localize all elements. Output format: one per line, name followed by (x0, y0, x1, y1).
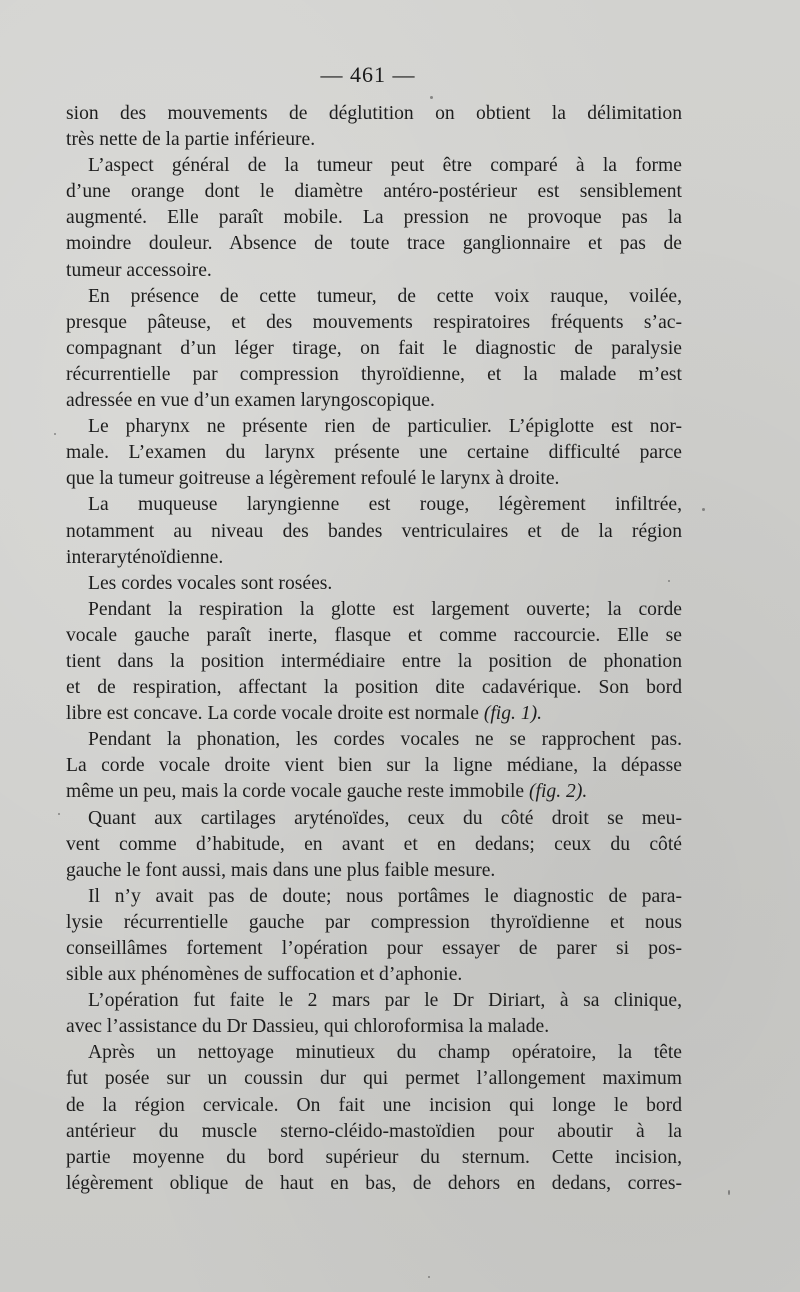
text-line: vent comme d’habitude, en avant et en dedans; ceux du côté (66, 833, 682, 855)
text-line: sion des mouvements de déglutition on obtient la délimitation (66, 103, 682, 124)
scan-speck (702, 508, 705, 511)
text-line: notamment au niveau des bandes ventriculaires et de la région (66, 520, 682, 542)
text-line: conseillâmes fortement l’opération pour essayer de parer si pos- (66, 938, 682, 959)
text-line: partie moyenne du bord supérieur du sternum. Cette incision, (66, 1146, 682, 1168)
paragraph (66, 571, 682, 597)
text-line: que la tumeur goitreuse a légèrement refoulé le larynx à droite. (66, 468, 560, 490)
scan-speck (428, 1276, 430, 1278)
figure-reference: (fig. 1). (483, 703, 543, 725)
text-line: et de respiration, affectant la position dite cadavérique. Son bord (66, 677, 682, 699)
text-line: augmenté. Elle paraît mobile. La pression ne provoque pas la (66, 207, 682, 229)
text-line: tient dans la position intermédiaire entre la position de phonation (66, 650, 682, 672)
text-line-content: libre est concave. La corde vocale droite est normale (66, 703, 479, 725)
text-line: vocale gauche paraît inerte, flasque et comme raccourcie. Elle se (66, 624, 682, 646)
text-line: antérieur du muscle sterno-cléido-mastoïdien pour aboutir à la (66, 1120, 682, 1142)
text-line (66, 701, 682, 727)
text-line: gauche le font aussi, mais dans une plus faible mesure. (66, 859, 496, 881)
body-text (66, 101, 682, 1197)
text-line: La corde vocale droite vient bien sur la ligne médiane, la dépasse (66, 755, 682, 777)
text-line: Pendant la phonation, les cordes vocales ne se rapprochent pas. (88, 729, 682, 751)
text-line: légèrement oblique de haut en bas, de dehors en dedans, corres- (66, 1172, 682, 1194)
text-line: adressée en vue d’un examen laryngoscopique. (66, 390, 435, 412)
text-line: d’une orange dont le diamètre antéro-postérieur est sensiblement (66, 181, 682, 203)
paragraph (66, 597, 682, 727)
text-line: moindre douleur. Absence de toute trace ganglionnaire et pas de (66, 233, 682, 255)
scan-speck (58, 813, 60, 815)
text-line: lysie récurrentielle gauche par compression thyroïdienne et nous (66, 911, 682, 933)
scan-speck (430, 96, 433, 99)
text-line: presque pâteuse, et des mouvements respiratoires fréquents s’ac- (66, 311, 682, 333)
text-line: Les cordes vocales sont rosées. (88, 572, 333, 594)
text-line: avec l’assistance du Dr Dassieu, qui chloroformisa la malade. (66, 1016, 550, 1038)
paragraph (66, 492, 682, 570)
paragraph (66, 414, 682, 492)
paragraph (66, 988, 682, 1040)
scan-speck (728, 1190, 730, 1195)
text-line: tumeur accessoire. (66, 259, 212, 281)
text-line: Pendant la respiration la glotte est largement ouverte; la corde (88, 598, 682, 620)
text-line: Quant aux cartilages aryténoïdes, ceux du côté droit se meu- (88, 807, 682, 829)
text-line: male. L’examen du larynx présente une certaine difficulté parce (66, 442, 682, 464)
figure-reference: (fig. 2). (529, 781, 588, 803)
text-line-content: même un peu, mais la corde vocale gauche reste immobile (66, 781, 525, 803)
paragraph (66, 153, 682, 283)
paragraph (66, 806, 682, 884)
paragraph (66, 101, 682, 153)
text-line: Il n’y avait pas de doute; nous portâmes le diagnostic de para- (88, 885, 682, 907)
paragraph (66, 884, 682, 988)
text-line: très nette de la partie inférieure. (66, 129, 316, 151)
page-number: — 461 — (320, 62, 416, 87)
text-line: En présence de cette tumeur, de cette voix rauque, voilée, (88, 285, 682, 307)
text-line: sible aux phénomènes de suffocation et d’aphonie. (66, 964, 463, 986)
paragraph (66, 1040, 682, 1197)
text-line: La muqueuse laryngienne est rouge, légèrement infiltrée, (88, 494, 682, 516)
text-line: récurrentielle par compression thyroïdienne, et la malade m’est (66, 363, 682, 385)
text-line: L’aspect général de la tumeur peut être comparé à la forme (88, 155, 682, 177)
paragraph (66, 727, 682, 805)
text-line: Le pharynx ne présente rien de particulier. L’épiglotte est nor- (88, 416, 682, 438)
text-line: Après un nettoyage minutieux du champ opératoire, la tête (88, 1042, 682, 1064)
scan-speck (54, 433, 56, 435)
text-line: interaryténoïdienne. (66, 546, 224, 568)
text-line: L’opération fut faite le 2 mars par le Dr Diriart, à sa clinique, (88, 990, 682, 1012)
text-line: compagnant d’un léger tirage, on fait le diagnostic de paralysie (66, 337, 682, 359)
text-line: de la région cervicale. On fait une incision qui longe le bord (66, 1094, 682, 1116)
text-line (66, 779, 682, 805)
text-line: fut posée sur un coussin dur qui permet l’allongement maximum (66, 1068, 682, 1090)
scan-speck (668, 580, 670, 582)
paragraph (66, 284, 682, 414)
